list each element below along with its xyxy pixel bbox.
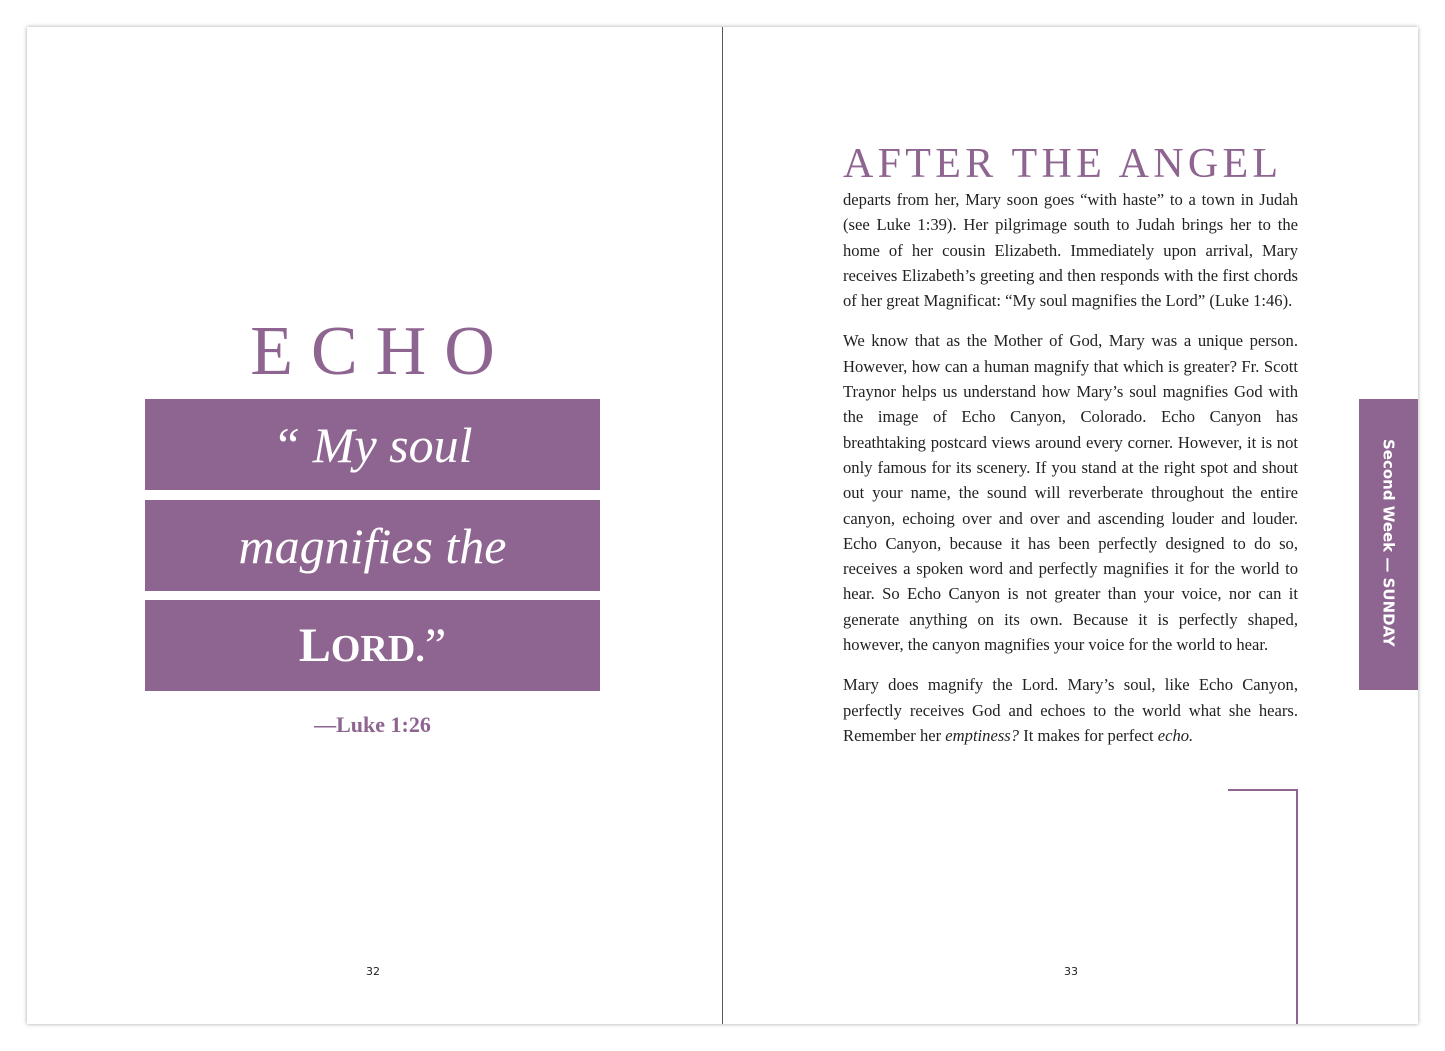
body-text xyxy=(843,187,1298,763)
decorative-bracket-horizontal xyxy=(1228,789,1298,791)
p3-text-2: It makes for perfect xyxy=(1019,725,1158,745)
p3-text-1: Mary does magnify the Lord. Mary’s soul, like Echo Canyon, perfectly receives God and echoes to the world what she hears. Remember her xyxy=(843,675,1298,745)
decorative-bracket-vertical xyxy=(1296,789,1298,1024)
paragraph-2: We know that as the Mother of God, Mary was a unique person. However, how can a human magnify that which is greater? Fr. Scott Traynor helps us understand how Mary’s soul magnifies God with the image of Echo Canyon, Colorado. Echo Canyon has breathtaking postcard views around every corner. However, it is not only famous for its scenery. If you stand at the right spot and shout out your name, the sound will reverberate throughout the entire canyon, echoing over and over and ascending louder and louder. Echo Canyon, because it has been perfectly designed to do so, receives a spoken word and perfectly magnifies it for the world to hear. So Echo Canyon is not greater than your voice, nor can it generate anything on its own. Because it is perfectly shaped, however, the canyon magnifies your voice for the world to hear. xyxy=(843,331,1298,655)
quote-citation: —Luke 1:26 xyxy=(314,712,431,737)
close-quote: ” xyxy=(424,619,447,672)
section-heading: AFTER THE ANGEL xyxy=(843,141,1283,187)
side-tab-label: Second Week — SUNDAY xyxy=(1379,439,1398,647)
page-number-right: 33 xyxy=(1064,965,1078,978)
section-side-tab xyxy=(1359,399,1418,690)
p3-italic-2: echo. xyxy=(1157,725,1194,745)
paragraph-3 xyxy=(843,672,1298,748)
quote-line-1: “ My soul xyxy=(272,416,473,473)
echo-title: ECHO xyxy=(250,313,513,390)
lord-initial: L xyxy=(298,619,331,672)
quote-line-2: magnifies the xyxy=(238,517,507,574)
lord-rest: ORD. xyxy=(330,628,425,670)
page-number-left: 32 xyxy=(366,965,380,978)
quote-band-1 xyxy=(145,399,600,490)
spine-divider xyxy=(722,27,723,1024)
quote-line-3 xyxy=(299,618,446,673)
p3-italic-1: emptiness? xyxy=(945,725,1020,745)
quote-band-3 xyxy=(145,600,600,691)
paragraph-1: departs from her, Mary soon goes “with haste” to a town in Judah (see Luke 1:39). Her pilgrimage south to Judah brings her to the home of her cousin Elizabeth. Immediately upon arrival, Mary receives Elizabeth’s greeting and then responds with the first chords of her great Magnificat: “My soul magnifies the Lord” (Luke 1:46). xyxy=(843,190,1298,311)
quote-band-2 xyxy=(145,500,600,591)
